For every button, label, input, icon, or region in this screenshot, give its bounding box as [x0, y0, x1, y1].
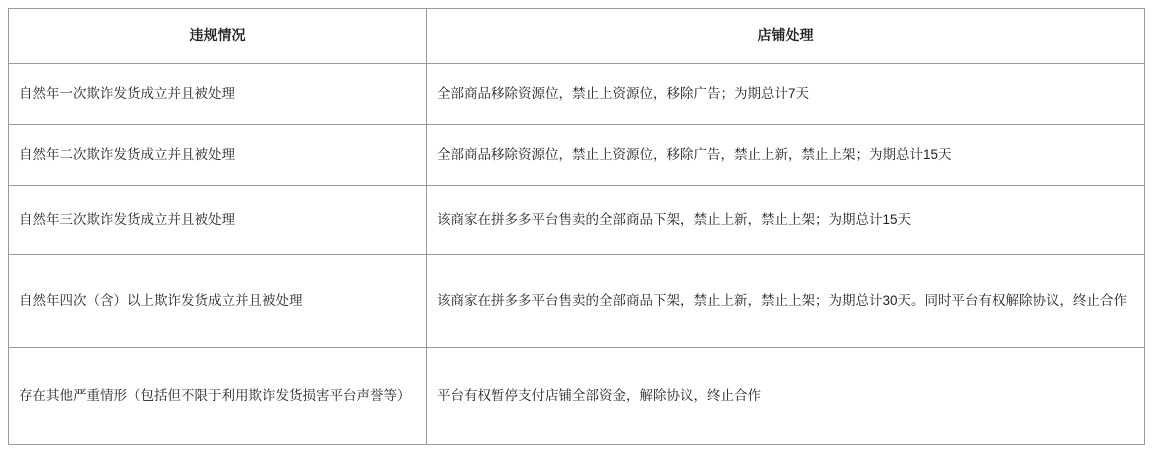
cell-action: 平台有权暂停支付店铺全部资金，解除协议，终止合作: [427, 348, 1145, 445]
table-row: [9, 255, 1145, 348]
table-header: [9, 9, 1145, 64]
cell-action: 全部商品移除资源位，禁止上资源位，移除广告；为期总计7天: [427, 64, 1145, 125]
cell-violation: 存在其他严重情形（包括但不限于利用欺诈发货损害平台声誉等）: [9, 348, 427, 445]
table-row: [9, 348, 1145, 445]
table-body: [9, 64, 1145, 445]
cell-action: 该商家在拼多多平台售卖的全部商品下架，禁止上新，禁止上架；为期总计30天。同时平台有权解除协议，终止合作: [427, 255, 1145, 348]
cell-violation: 自然年一次欺诈发货成立并且被处理: [9, 64, 427, 125]
table-row: [9, 125, 1145, 186]
cell-violation: 自然年二次欺诈发货成立并且被处理: [9, 125, 427, 186]
column-header-violation: 违规情况: [9, 9, 427, 64]
cell-violation: 自然年三次欺诈发货成立并且被处理: [9, 186, 427, 255]
table-header-row: [9, 9, 1145, 64]
cell-action: 全部商品移除资源位，禁止上资源位，移除广告，禁止上新，禁止上架；为期总计15天: [427, 125, 1145, 186]
table-row: [9, 64, 1145, 125]
cell-action: 该商家在拼多多平台售卖的全部商品下架，禁止上新，禁止上架；为期总计15天: [427, 186, 1145, 255]
cell-violation: 自然年四次（含）以上欺诈发货成立并且被处理: [9, 255, 427, 348]
column-header-action: 店铺处理: [427, 9, 1145, 64]
violation-handling-table: [8, 8, 1145, 445]
table-row: [9, 186, 1145, 255]
